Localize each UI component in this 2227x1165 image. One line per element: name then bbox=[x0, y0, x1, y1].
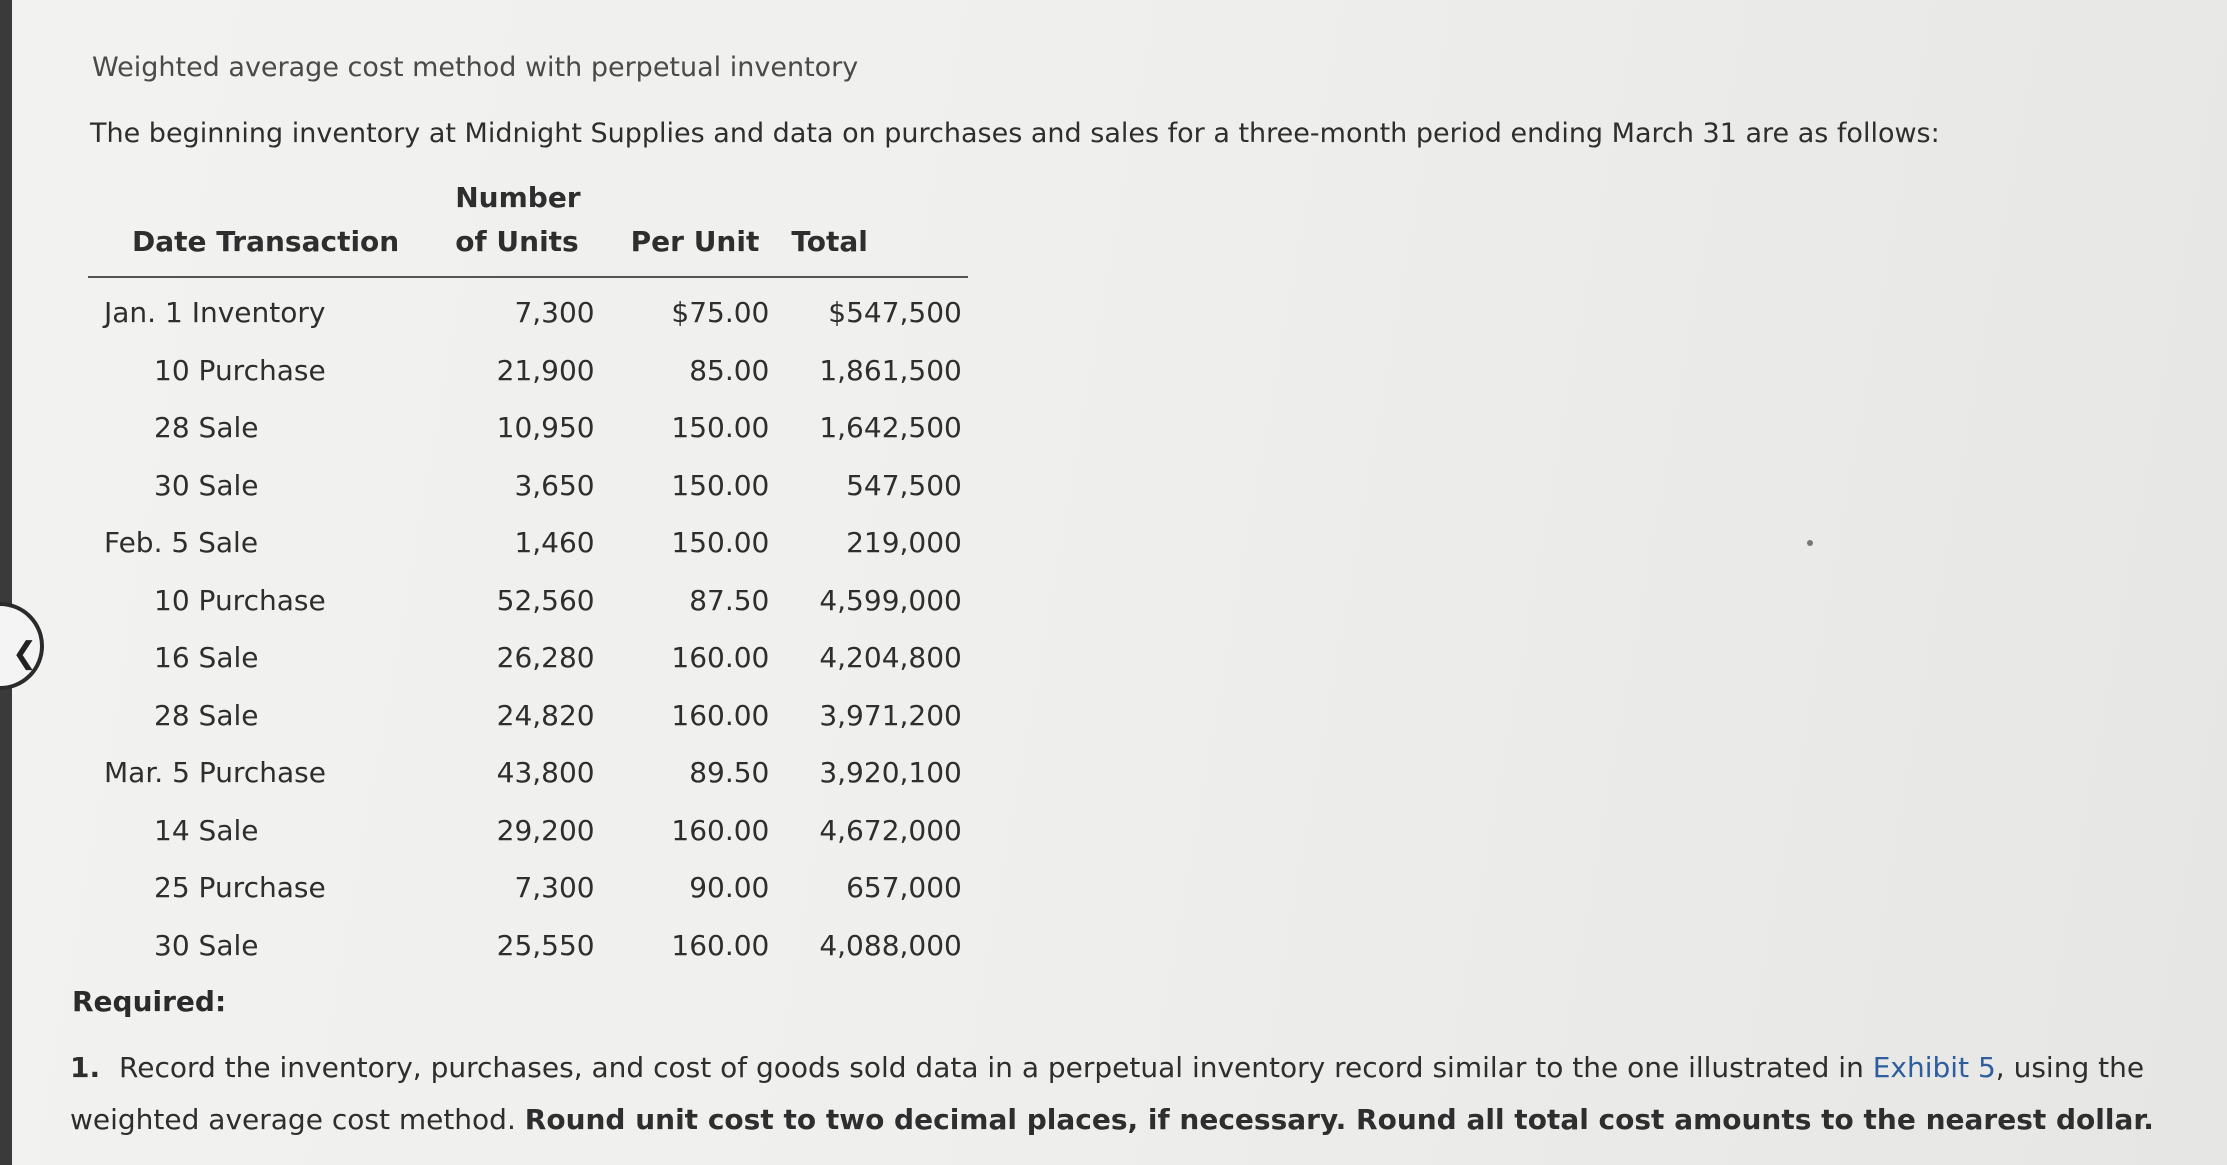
requirement-text: Record the inventory, purchases, and cost of goods sold data in a perpetual inventory record similar to the one illustrated in bbox=[119, 1051, 1864, 1084]
cell-units: 24,820 bbox=[496, 698, 595, 732]
requirement-1 bbox=[70, 1042, 2190, 1146]
cell-units: 3,650 bbox=[514, 468, 595, 502]
cell-date-transaction bbox=[88, 342, 439, 400]
table-row bbox=[88, 277, 968, 342]
cell-per-unit: 160.00 bbox=[671, 641, 770, 675]
table-row bbox=[88, 917, 968, 975]
day-label: 1 bbox=[164, 296, 183, 330]
table-row bbox=[88, 802, 968, 860]
inventory-table bbox=[88, 176, 968, 974]
cell-date-transaction bbox=[88, 457, 439, 515]
cell-total: 4,088,000 bbox=[819, 928, 962, 962]
transaction-label: Purchase bbox=[198, 756, 326, 790]
cell-per-unit: 90.00 bbox=[689, 871, 770, 905]
cell-per-unit: 160.00 bbox=[671, 813, 770, 847]
transaction-label: Purchase bbox=[198, 583, 326, 617]
day-label: 10 bbox=[154, 353, 190, 387]
month-label: Feb. bbox=[104, 526, 163, 560]
header-per-unit: Per Unit bbox=[630, 225, 760, 258]
transaction-label: Sale bbox=[198, 411, 259, 445]
table-row bbox=[88, 744, 968, 802]
cell-per-unit: 150.00 bbox=[671, 468, 770, 502]
requirement-text-cont: , using the weighted average cost method. bbox=[70, 1051, 2145, 1136]
cell-total: 4,204,800 bbox=[819, 641, 962, 675]
table-row bbox=[88, 457, 968, 515]
window-left-edge bbox=[0, 0, 12, 1165]
stray-mark bbox=[1807, 540, 1813, 546]
day-label: 28 bbox=[154, 411, 190, 445]
transaction-label: Sale bbox=[198, 468, 259, 502]
cell-total: 547,500 bbox=[846, 468, 962, 502]
month-label: Jan. bbox=[104, 296, 157, 330]
cell-date-transaction bbox=[88, 277, 439, 342]
cell-total: 3,920,100 bbox=[819, 756, 962, 790]
day-label: 14 bbox=[154, 813, 190, 847]
transaction-label: Sale bbox=[198, 698, 259, 732]
cell-units: 10,950 bbox=[496, 411, 595, 445]
cell-units: 7,300 bbox=[514, 296, 595, 330]
cell-units: 7,300 bbox=[514, 871, 595, 905]
exhibit-5-link[interactable]: Exhibit 5 bbox=[1872, 1051, 1996, 1084]
cell-date-transaction bbox=[88, 572, 439, 630]
day-label: 28 bbox=[154, 698, 190, 732]
table-row bbox=[88, 572, 968, 630]
cell-units: 25,550 bbox=[496, 928, 595, 962]
header-date-transaction: Date Transaction bbox=[132, 225, 400, 258]
month-label: Mar. bbox=[104, 756, 164, 790]
transaction-label: Purchase bbox=[198, 871, 326, 905]
cell-per-unit: 160.00 bbox=[671, 698, 770, 732]
cell-units: 1,460 bbox=[514, 526, 595, 560]
chevron-left-icon: ❮ bbox=[12, 636, 38, 671]
table-row bbox=[88, 514, 968, 572]
cell-per-unit: $75.00 bbox=[671, 296, 770, 330]
table-row bbox=[88, 859, 968, 917]
day-label: 5 bbox=[171, 526, 190, 560]
cell-total: 4,672,000 bbox=[819, 813, 962, 847]
cell-per-unit: 150.00 bbox=[671, 411, 770, 445]
requirement-number: 1. bbox=[70, 1051, 101, 1084]
transaction-label: Sale bbox=[198, 928, 259, 962]
required-heading: Required: bbox=[72, 985, 227, 1018]
page-content bbox=[12, 0, 2227, 1165]
cell-total: 657,000 bbox=[846, 871, 962, 905]
header-number-of-units: Number of Units bbox=[455, 181, 581, 258]
transaction-label: Sale bbox=[198, 526, 259, 560]
cell-date-transaction bbox=[88, 917, 439, 975]
cell-units: 52,560 bbox=[496, 583, 595, 617]
cell-units: 26,280 bbox=[496, 641, 595, 675]
day-label: 10 bbox=[154, 583, 190, 617]
cell-per-unit: 85.00 bbox=[689, 353, 770, 387]
day-label: 5 bbox=[172, 756, 190, 790]
cell-date-transaction bbox=[88, 802, 439, 860]
cell-per-unit: 150.00 bbox=[671, 526, 770, 560]
day-label: 30 bbox=[154, 468, 190, 502]
transaction-label: Purchase bbox=[198, 353, 326, 387]
day-label: 30 bbox=[154, 928, 190, 962]
cell-date-transaction bbox=[88, 859, 439, 917]
cell-date-transaction bbox=[88, 399, 439, 457]
problem-subtitle: Weighted average cost method with perpetual inventory bbox=[92, 52, 859, 83]
cell-date-transaction bbox=[88, 514, 439, 572]
transaction-label: Inventory bbox=[191, 296, 326, 330]
transaction-label: Sale bbox=[198, 641, 259, 675]
rounding-instructions: Round unit cost to two decimal places, if necessary. Round all total cost amounts to the nearest dollar. bbox=[524, 1103, 2154, 1136]
table-row bbox=[88, 629, 968, 687]
problem-intro: The beginning inventory at Midnight Supplies and data on purchases and sales for a three-month period ending March 31 are as follows: bbox=[90, 118, 1940, 149]
cell-total: 1,642,500 bbox=[819, 411, 962, 445]
cell-total: 4,599,000 bbox=[819, 583, 962, 617]
cell-date-transaction bbox=[88, 744, 439, 802]
cell-units: 21,900 bbox=[496, 353, 595, 387]
table-row bbox=[88, 399, 968, 457]
cell-units: 43,800 bbox=[496, 756, 595, 790]
cell-total: $547,500 bbox=[828, 296, 962, 330]
day-label: 16 bbox=[154, 641, 190, 675]
cell-total: 3,971,200 bbox=[819, 698, 962, 732]
cell-per-unit: 160.00 bbox=[671, 928, 770, 962]
cell-per-unit: 89.50 bbox=[689, 756, 770, 790]
header-total: Total bbox=[791, 225, 868, 258]
cell-date-transaction bbox=[88, 629, 439, 687]
table-header-row bbox=[88, 176, 968, 277]
table-row bbox=[88, 687, 968, 745]
transaction-label: Sale bbox=[198, 813, 259, 847]
cell-per-unit: 87.50 bbox=[689, 583, 770, 617]
cell-units: 29,200 bbox=[496, 813, 595, 847]
table-row bbox=[88, 342, 968, 400]
cell-date-transaction bbox=[88, 687, 439, 745]
cell-total: 219,000 bbox=[846, 526, 962, 560]
cell-total: 1,861,500 bbox=[819, 353, 962, 387]
table-body bbox=[88, 277, 968, 974]
day-label: 25 bbox=[154, 871, 190, 905]
